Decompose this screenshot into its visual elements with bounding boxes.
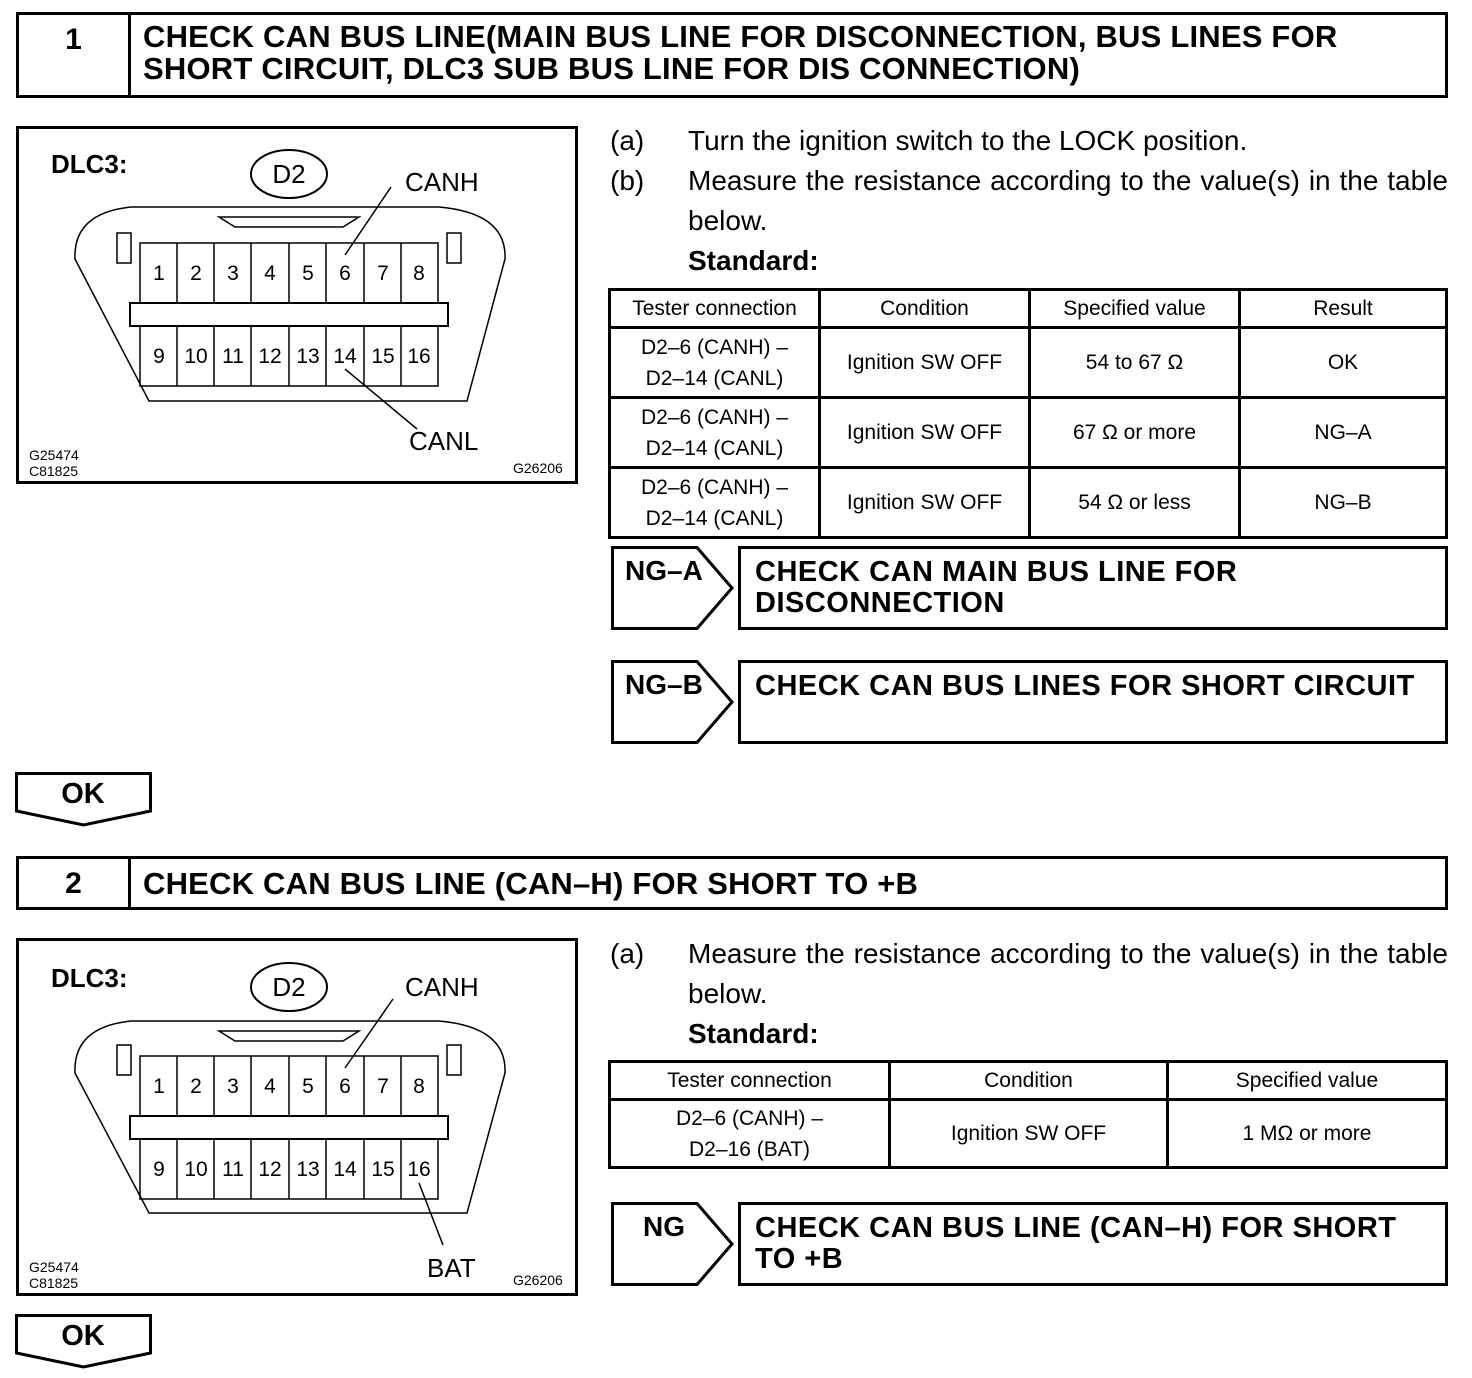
pin-13: 13 — [296, 345, 320, 368]
figure-code-1: G25474 — [29, 1259, 79, 1275]
instruction-a: (a) Turn the ignition switch to the LOCK position. — [610, 125, 1248, 156]
pin-10: 10 — [184, 345, 208, 368]
pin-8: 8 — [413, 1075, 425, 1098]
cell-result: NG–B — [1240, 468, 1447, 538]
standard-label: Standard: — [688, 1018, 819, 1049]
header-tester-connection: Tester connection — [610, 290, 820, 328]
cell-value: 54 Ω or less — [1030, 468, 1240, 538]
pin-2: 2 — [190, 1075, 202, 1098]
step1-dlc3-figure — [16, 126, 578, 484]
ng-b-action[interactable] — [738, 660, 1448, 744]
pin-14: 14 — [333, 1158, 357, 1181]
header-tester-connection: Tester connection — [610, 1062, 890, 1100]
step1-spec-table — [608, 288, 1448, 539]
cell-condition: Ignition SW OFF — [820, 398, 1030, 468]
figure-code-1: G25474 — [29, 447, 79, 463]
table-row — [610, 1100, 1447, 1168]
ng-a-line2: DISCONNECTION — [755, 587, 1005, 619]
instruction-b: (b) Measure the resistance according to the value(s) in the table below. — [610, 165, 1448, 236]
cell-condition: Ignition SW OFF — [890, 1100, 1168, 1168]
pin-12: 12 — [258, 1158, 282, 1181]
latch-right-icon — [447, 1045, 461, 1075]
pin-12: 12 — [258, 345, 282, 368]
pin-9: 9 — [153, 345, 165, 368]
ng-a-tag[interactable] — [611, 546, 735, 630]
pin-6: 6 — [339, 1075, 351, 1098]
step1-title — [131, 15, 1445, 95]
connector-key — [219, 217, 359, 227]
latch-right-icon — [447, 233, 461, 263]
figure-code-3: G26206 — [513, 1272, 563, 1288]
instruction-a: (a) Measure the resistance according to the value(s) in the table below. — [610, 938, 1448, 1009]
cell-tester-connection: D2–6 (CANH) – D2–14 (CANL) — [610, 328, 820, 398]
cell-tester-connection: D2–6 (CANH) – D2–16 (BAT) — [610, 1100, 890, 1168]
pin-16: 16 — [407, 1158, 431, 1181]
latch-left-icon — [117, 233, 131, 263]
pin-16: 16 — [407, 345, 431, 368]
ng-b-label: NG–B — [625, 669, 703, 700]
step1-number: 1 — [19, 15, 131, 95]
ng-a-action[interactable] — [738, 546, 1448, 630]
step2-ok-label: OK — [61, 1320, 105, 1352]
pin-10: 10 — [184, 1158, 208, 1181]
label-bat: BAT — [427, 1253, 476, 1283]
cell-tester-connection: D2–6 (CANH) – D2–14 (CANL) — [610, 398, 820, 468]
table-row — [610, 398, 1447, 468]
canl-leader-line — [345, 369, 417, 429]
label-canh: CANH — [405, 167, 479, 197]
pin-1: 1 — [153, 262, 165, 285]
pin-5: 5 — [302, 1075, 314, 1098]
table-row — [610, 468, 1447, 538]
figure-title: DLC3: — [51, 963, 128, 993]
ng-action[interactable] — [738, 1202, 1448, 1286]
pin-5: 5 — [302, 262, 314, 285]
ng-b-tag[interactable] — [611, 660, 735, 744]
step1-ok-tag[interactable] — [15, 772, 153, 828]
connector-divider — [130, 303, 448, 326]
table-header-row — [610, 290, 1447, 328]
figure-title: DLC3: — [51, 149, 128, 179]
step2-instructions — [610, 934, 1450, 1054]
cell-condition: Ignition SW OFF — [820, 468, 1030, 538]
ng-a-line1: CHECK CAN MAIN BUS LINE FOR — [755, 556, 1238, 588]
header-condition: Condition — [890, 1062, 1168, 1100]
step2-title: CHECK CAN BUS LINE (CAN–H) FOR SHORT TO +B — [143, 866, 919, 901]
step1-title-line2: SHORT CIRCUIT, DLC3 SUB BUS LINE FOR DIS CONNECTION) — [143, 51, 1080, 86]
pin-11: 11 — [222, 1158, 244, 1181]
connector-id: D2 — [272, 972, 306, 1002]
pin-13: 13 — [296, 1158, 320, 1181]
latch-left-icon — [117, 1045, 131, 1075]
step2-number: 2 — [19, 859, 131, 907]
pin-14: 14 — [333, 345, 357, 368]
step2-spec-table — [608, 1060, 1448, 1169]
step1-ok-label: OK — [61, 778, 105, 810]
table-row — [610, 328, 1447, 398]
pin-2: 2 — [190, 262, 202, 285]
pin-3: 3 — [227, 1075, 239, 1098]
pin-6: 6 — [339, 262, 351, 285]
connector-divider — [130, 1116, 448, 1139]
cell-condition: Ignition SW OFF — [820, 328, 1030, 398]
ng-label: NG — [643, 1211, 685, 1242]
label-canh: CANH — [405, 972, 479, 1002]
step2-header — [16, 856, 1448, 910]
step2-connector-diagram — [19, 941, 575, 1293]
pin-4: 4 — [264, 1075, 276, 1098]
cell-value: 1 MΩ or more — [1168, 1100, 1447, 1168]
figure-code-2: C81825 — [29, 1275, 79, 1291]
cell-result: NG–A — [1240, 398, 1447, 468]
pin-9: 9 — [153, 1158, 165, 1181]
pin-4: 4 — [264, 262, 276, 285]
step1-instructions — [610, 121, 1450, 281]
ng-tag[interactable] — [611, 1202, 735, 1286]
standard-label: Standard: — [688, 245, 819, 276]
pin-3: 3 — [227, 262, 239, 285]
figure-code-3: G26206 — [513, 460, 563, 476]
canh-leader-line — [345, 999, 393, 1068]
table-header-row — [610, 1062, 1447, 1100]
pin-11: 11 — [222, 345, 244, 368]
step1-header — [16, 12, 1448, 98]
ng-line1: CHECK CAN BUS LINE (CAN–H) FOR SHORT — [755, 1212, 1397, 1244]
label-canl: CANL — [409, 426, 479, 456]
connector-id: D2 — [272, 159, 306, 189]
cell-tester-connection: D2–6 (CANH) – D2–14 (CANL) — [610, 468, 820, 538]
header-specified-value: Specified value — [1168, 1062, 1447, 1100]
pin-7: 7 — [377, 262, 389, 285]
header-result: Result — [1240, 290, 1447, 328]
bat-leader-line — [419, 1183, 443, 1245]
ng-b-text: CHECK CAN BUS LINES FOR SHORT CIRCUIT — [755, 670, 1415, 702]
pin-15: 15 — [371, 345, 395, 368]
header-condition: Condition — [820, 290, 1030, 328]
header-specified-value: Specified value — [1030, 290, 1240, 328]
ng-a-label: NG–A — [625, 555, 703, 586]
pin-15: 15 — [371, 1158, 395, 1181]
cell-result: OK — [1240, 328, 1447, 398]
pin-8: 8 — [413, 262, 425, 285]
cell-value: 67 Ω or more — [1030, 398, 1240, 468]
step2-dlc3-figure — [16, 938, 578, 1296]
pin-1: 1 — [153, 1075, 165, 1098]
connector-key — [219, 1031, 359, 1041]
cell-value: 54 to 67 Ω — [1030, 328, 1240, 398]
ng-line2: TO +B — [755, 1243, 844, 1275]
figure-code-2: C81825 — [29, 463, 79, 479]
step1-connector-diagram — [19, 129, 575, 481]
step1-title-line1: CHECK CAN BUS LINE(MAIN BUS LINE FOR DISCONNECTION, BUS LINES FOR — [143, 19, 1338, 54]
pin-7: 7 — [377, 1075, 389, 1098]
step2-ok-tag[interactable] — [15, 1314, 153, 1370]
